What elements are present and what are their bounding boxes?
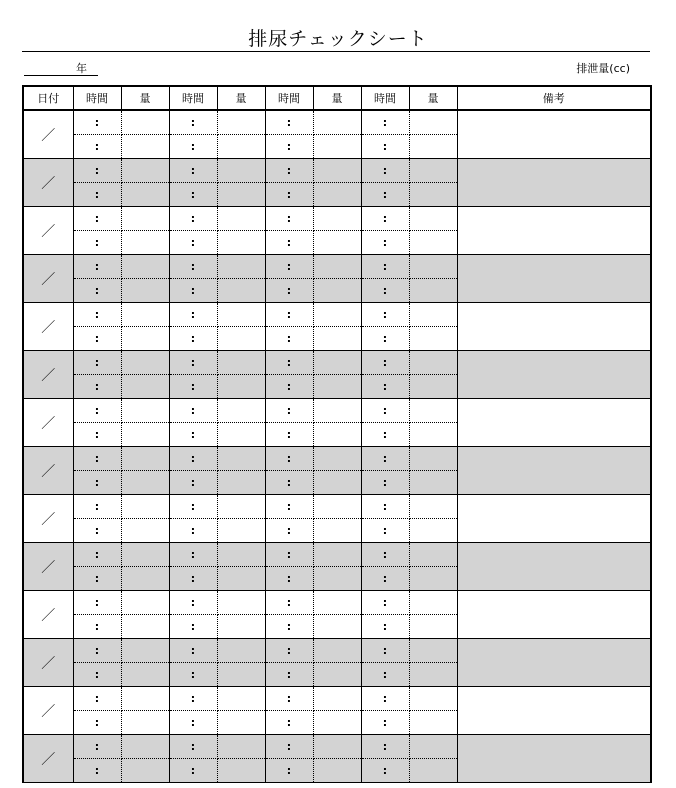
time-cell[interactable]: : — [73, 375, 121, 399]
time-cell[interactable]: : — [361, 735, 409, 759]
time-cell[interactable]: : — [73, 423, 121, 447]
time-cell[interactable]: : — [361, 447, 409, 471]
amount-cell[interactable] — [409, 567, 457, 591]
time-cell[interactable]: : — [265, 639, 313, 663]
amount-cell[interactable] — [121, 663, 169, 687]
time-cell[interactable]: : — [73, 567, 121, 591]
time-cell[interactable]: : — [265, 519, 313, 543]
time-cell[interactable]: : — [169, 711, 217, 735]
notes-cell[interactable] — [457, 207, 651, 255]
date-cell[interactable]: ／ — [23, 639, 73, 687]
time-cell[interactable]: : — [361, 327, 409, 351]
table-row — [23, 543, 651, 567]
date-cell[interactable]: ／ — [23, 735, 73, 783]
time-cell[interactable]: : — [265, 567, 313, 591]
time-cell[interactable]: : — [73, 543, 121, 567]
header-amount-3: 量 — [313, 86, 361, 110]
time-cell[interactable]: : — [73, 591, 121, 615]
time-cell[interactable]: : — [265, 255, 313, 279]
time-cell[interactable]: : — [169, 135, 217, 159]
time-cell[interactable]: : — [265, 543, 313, 567]
time-cell[interactable]: : — [73, 207, 121, 231]
amount-cell[interactable] — [217, 279, 265, 303]
time-cell[interactable]: : — [73, 327, 121, 351]
amount-cell[interactable] — [313, 231, 361, 255]
amount-cell[interactable] — [313, 639, 361, 663]
time-cell[interactable]: : — [169, 543, 217, 567]
amount-cell[interactable] — [217, 663, 265, 687]
time-cell[interactable]: : — [361, 399, 409, 423]
header-date: 日付 — [23, 86, 73, 110]
time-cell[interactable]: : — [265, 159, 313, 183]
amount-cell[interactable] — [409, 639, 457, 663]
time-cell[interactable]: : — [361, 615, 409, 639]
table-row — [23, 495, 651, 519]
table-row — [23, 207, 651, 231]
time-cell[interactable]: : — [73, 495, 121, 519]
time-cell[interactable]: : — [361, 519, 409, 543]
amount-cell[interactable] — [409, 687, 457, 711]
time-cell[interactable]: : — [169, 399, 217, 423]
time-cell[interactable]: : — [265, 447, 313, 471]
time-cell[interactable]: : — [169, 231, 217, 255]
time-cell[interactable]: : — [169, 495, 217, 519]
amount-cell[interactable] — [409, 663, 457, 687]
time-cell[interactable]: : — [361, 303, 409, 327]
amount-cell[interactable] — [313, 735, 361, 759]
amount-cell[interactable] — [217, 159, 265, 183]
time-cell[interactable]: : — [265, 663, 313, 687]
amount-cell[interactable] — [409, 399, 457, 423]
time-cell[interactable]: : — [169, 591, 217, 615]
time-cell[interactable]: : — [169, 663, 217, 687]
header-time-3: 時間 — [265, 86, 313, 110]
amount-cell[interactable] — [121, 495, 169, 519]
time-cell[interactable]: : — [169, 207, 217, 231]
amount-cell[interactable] — [409, 543, 457, 567]
time-cell[interactable]: : — [265, 110, 313, 135]
amount-cell[interactable] — [313, 495, 361, 519]
table-row — [23, 399, 651, 423]
time-cell[interactable]: : — [265, 615, 313, 639]
date-cell[interactable]: ／ — [23, 543, 73, 591]
amount-cell[interactable] — [313, 255, 361, 279]
date-cell[interactable]: ／ — [23, 255, 73, 303]
header-time-4: 時間 — [361, 86, 409, 110]
time-cell[interactable]: : — [361, 279, 409, 303]
time-cell[interactable]: : — [73, 351, 121, 375]
amount-cell[interactable] — [313, 327, 361, 351]
time-cell[interactable]: : — [265, 303, 313, 327]
amount-cell[interactable] — [313, 399, 361, 423]
amount-cell[interactable] — [409, 207, 457, 231]
amount-cell[interactable] — [409, 351, 457, 375]
amount-cell[interactable] — [217, 519, 265, 543]
time-cell[interactable]: : — [73, 255, 121, 279]
time-cell[interactable]: : — [169, 303, 217, 327]
title-underline — [22, 51, 650, 52]
year-field[interactable] — [24, 62, 98, 76]
time-cell[interactable]: : — [169, 351, 217, 375]
time-cell[interactable]: : — [265, 183, 313, 207]
amount-cell[interactable] — [121, 423, 169, 447]
amount-cell[interactable] — [121, 399, 169, 423]
amount-cell[interactable] — [409, 471, 457, 495]
amount-cell[interactable] — [409, 255, 457, 279]
amount-cell[interactable] — [409, 110, 457, 135]
amount-cell[interactable] — [313, 159, 361, 183]
amount-cell[interactable] — [313, 519, 361, 543]
time-cell[interactable]: : — [265, 423, 313, 447]
date-cell[interactable]: ／ — [23, 303, 73, 351]
amount-cell[interactable] — [313, 279, 361, 303]
notes-cell[interactable] — [457, 591, 651, 639]
date-cell[interactable]: ／ — [23, 399, 73, 447]
time-cell[interactable]: : — [361, 711, 409, 735]
header-time-2: 時間 — [169, 86, 217, 110]
time-cell[interactable]: : — [361, 159, 409, 183]
table-row — [23, 351, 651, 375]
notes-cell[interactable] — [457, 303, 651, 351]
notes-cell[interactable] — [457, 639, 651, 687]
amount-cell[interactable] — [121, 447, 169, 471]
time-cell[interactable]: : — [73, 110, 121, 135]
time-cell[interactable]: : — [169, 423, 217, 447]
time-cell[interactable]: : — [361, 687, 409, 711]
header-row — [23, 86, 651, 110]
time-cell[interactable]: : — [361, 663, 409, 687]
table-row — [23, 687, 651, 711]
date-cell[interactable]: ／ — [23, 159, 73, 207]
time-cell[interactable]: : — [265, 687, 313, 711]
amount-cell[interactable] — [409, 183, 457, 207]
time-cell[interactable]: : — [361, 423, 409, 447]
time-cell[interactable]: : — [361, 495, 409, 519]
time-cell[interactable]: : — [265, 231, 313, 255]
amount-cell[interactable] — [121, 231, 169, 255]
amount-cell[interactable] — [121, 303, 169, 327]
amount-cell[interactable] — [313, 471, 361, 495]
time-cell[interactable]: : — [73, 711, 121, 735]
amount-cell[interactable] — [217, 615, 265, 639]
amount-cell[interactable] — [121, 110, 169, 135]
time-cell[interactable]: : — [361, 591, 409, 615]
header-time-1: 時間 — [73, 86, 121, 110]
amount-cell[interactable] — [121, 327, 169, 351]
amount-cell[interactable] — [409, 759, 457, 783]
amount-cell[interactable] — [313, 615, 361, 639]
table-row — [23, 255, 651, 279]
time-cell[interactable]: : — [169, 447, 217, 471]
amount-cell[interactable] — [409, 303, 457, 327]
amount-cell[interactable] — [121, 183, 169, 207]
amount-cell[interactable] — [313, 663, 361, 687]
time-cell[interactable]: : — [73, 159, 121, 183]
amount-cell[interactable] — [217, 591, 265, 615]
date-cell[interactable]: ／ — [23, 447, 73, 495]
amount-cell[interactable] — [121, 351, 169, 375]
header-amount-4: 量 — [409, 86, 457, 110]
notes-cell[interactable] — [457, 255, 651, 303]
time-cell[interactable]: : — [265, 471, 313, 495]
unit-label: 排泄量(cc) — [576, 62, 630, 75]
notes-cell[interactable] — [457, 543, 651, 591]
time-cell[interactable]: : — [361, 207, 409, 231]
notes-cell[interactable] — [457, 687, 651, 735]
amount-cell[interactable] — [121, 471, 169, 495]
time-cell[interactable]: : — [265, 711, 313, 735]
amount-cell[interactable] — [121, 711, 169, 735]
amount-cell[interactable] — [409, 495, 457, 519]
amount-cell[interactable] — [121, 159, 169, 183]
amount-cell[interactable] — [121, 567, 169, 591]
amount-cell[interactable] — [121, 615, 169, 639]
time-cell[interactable]: : — [73, 663, 121, 687]
date-cell[interactable]: ／ — [23, 591, 73, 639]
notes-cell[interactable] — [457, 495, 651, 543]
amount-cell[interactable] — [217, 375, 265, 399]
amount-cell[interactable] — [313, 303, 361, 327]
date-cell[interactable]: ／ — [23, 687, 73, 735]
time-cell[interactable]: : — [361, 567, 409, 591]
time-cell[interactable]: : — [361, 759, 409, 783]
amount-cell[interactable] — [217, 639, 265, 663]
notes-cell[interactable] — [457, 399, 651, 447]
amount-cell[interactable] — [313, 687, 361, 711]
time-cell[interactable]: : — [265, 207, 313, 231]
time-cell[interactable]: : — [73, 735, 121, 759]
amount-cell[interactable] — [121, 279, 169, 303]
amount-cell[interactable] — [217, 423, 265, 447]
amount-cell[interactable] — [409, 711, 457, 735]
table-row — [23, 110, 651, 135]
time-cell[interactable]: : — [169, 471, 217, 495]
amount-cell[interactable] — [217, 735, 265, 759]
amount-cell[interactable] — [121, 543, 169, 567]
amount-cell[interactable] — [313, 110, 361, 135]
amount-cell[interactable] — [313, 591, 361, 615]
amount-cell[interactable] — [217, 447, 265, 471]
amount-cell[interactable] — [313, 759, 361, 783]
amount-cell[interactable] — [217, 351, 265, 375]
time-cell[interactable]: : — [169, 759, 217, 783]
time-cell[interactable]: : — [169, 183, 217, 207]
check-table — [22, 85, 652, 783]
header-amount-1: 量 — [121, 86, 169, 110]
amount-cell[interactable] — [121, 591, 169, 615]
amount-cell[interactable] — [217, 471, 265, 495]
amount-cell[interactable] — [409, 423, 457, 447]
time-cell[interactable]: : — [73, 447, 121, 471]
amount-cell[interactable] — [409, 375, 457, 399]
amount-cell[interactable] — [217, 231, 265, 255]
time-cell[interactable]: : — [265, 759, 313, 783]
time-cell[interactable]: : — [73, 471, 121, 495]
table-row — [23, 639, 651, 663]
amount-cell[interactable] — [217, 135, 265, 159]
amount-cell[interactable] — [217, 303, 265, 327]
time-cell[interactable]: : — [361, 135, 409, 159]
notes-cell[interactable] — [457, 447, 651, 495]
time-cell[interactable]: : — [169, 279, 217, 303]
time-cell[interactable]: : — [169, 687, 217, 711]
notes-cell[interactable] — [457, 735, 651, 783]
amount-cell[interactable] — [217, 110, 265, 135]
amount-cell[interactable] — [121, 759, 169, 783]
time-cell[interactable]: : — [265, 399, 313, 423]
notes-cell[interactable] — [457, 159, 651, 207]
amount-cell[interactable] — [313, 183, 361, 207]
time-cell[interactable]: : — [169, 159, 217, 183]
time-cell[interactable]: : — [265, 279, 313, 303]
amount-cell[interactable] — [121, 639, 169, 663]
amount-cell[interactable] — [409, 615, 457, 639]
amount-cell[interactable] — [217, 207, 265, 231]
amount-cell[interactable] — [217, 327, 265, 351]
amount-cell[interactable] — [217, 495, 265, 519]
amount-cell[interactable] — [313, 711, 361, 735]
time-cell[interactable]: : — [361, 639, 409, 663]
amount-cell[interactable] — [217, 687, 265, 711]
time-cell[interactable]: : — [169, 567, 217, 591]
time-cell[interactable]: : — [73, 279, 121, 303]
time-cell[interactable]: : — [361, 110, 409, 135]
amount-cell[interactable] — [121, 519, 169, 543]
table-row — [23, 303, 651, 327]
header-amount-2: 量 — [217, 86, 265, 110]
amount-cell[interactable] — [121, 375, 169, 399]
time-cell[interactable]: : — [73, 615, 121, 639]
amount-cell[interactable] — [409, 519, 457, 543]
date-cell[interactable]: ／ — [23, 207, 73, 255]
time-cell[interactable]: : — [73, 183, 121, 207]
amount-cell[interactable] — [313, 375, 361, 399]
amount-cell[interactable] — [409, 231, 457, 255]
time-cell[interactable]: : — [73, 687, 121, 711]
table-row — [23, 447, 651, 471]
year-label: 年 — [76, 62, 87, 75]
amount-cell[interactable] — [121, 135, 169, 159]
amount-cell[interactable] — [121, 687, 169, 711]
amount-cell[interactable] — [121, 735, 169, 759]
time-cell[interactable]: : — [73, 759, 121, 783]
amount-cell[interactable] — [313, 351, 361, 375]
amount-cell[interactable] — [217, 183, 265, 207]
amount-cell[interactable] — [409, 591, 457, 615]
time-cell[interactable]: : — [73, 303, 121, 327]
amount-cell[interactable] — [313, 135, 361, 159]
time-cell[interactable]: : — [169, 110, 217, 135]
page-title: 排尿チェックシート — [248, 28, 428, 50]
amount-cell[interactable] — [409, 447, 457, 471]
time-cell[interactable]: : — [169, 327, 217, 351]
table-row — [23, 735, 651, 759]
notes-cell[interactable] — [457, 351, 651, 399]
date-cell[interactable]: ／ — [23, 110, 73, 159]
time-cell[interactable]: : — [73, 135, 121, 159]
time-cell[interactable]: : — [265, 591, 313, 615]
header-notes: 備考 — [457, 86, 651, 110]
time-cell[interactable]: : — [361, 351, 409, 375]
amount-cell[interactable] — [217, 567, 265, 591]
time-cell[interactable]: : — [265, 375, 313, 399]
time-cell[interactable]: : — [265, 351, 313, 375]
time-cell[interactable]: : — [265, 327, 313, 351]
time-cell[interactable]: : — [169, 255, 217, 279]
time-cell[interactable]: : — [361, 471, 409, 495]
amount-cell[interactable] — [217, 543, 265, 567]
amount-cell[interactable] — [409, 159, 457, 183]
notes-cell[interactable] — [457, 110, 651, 159]
amount-cell[interactable] — [121, 207, 169, 231]
time-cell[interactable]: : — [73, 519, 121, 543]
time-cell[interactable]: : — [169, 639, 217, 663]
table-row — [23, 159, 651, 183]
time-cell[interactable]: : — [361, 255, 409, 279]
time-cell[interactable]: : — [73, 399, 121, 423]
amount-cell[interactable] — [217, 255, 265, 279]
amount-cell[interactable] — [313, 543, 361, 567]
time-cell[interactable]: : — [169, 375, 217, 399]
amount-cell[interactable] — [409, 135, 457, 159]
amount-cell[interactable] — [217, 759, 265, 783]
time-cell[interactable]: : — [361, 183, 409, 207]
date-cell[interactable]: ／ — [23, 495, 73, 543]
amount-cell[interactable] — [409, 735, 457, 759]
amount-cell[interactable] — [409, 279, 457, 303]
amount-cell[interactable] — [217, 711, 265, 735]
amount-cell[interactable] — [313, 423, 361, 447]
amount-cell[interactable] — [121, 255, 169, 279]
time-cell[interactable]: : — [361, 375, 409, 399]
time-cell[interactable]: : — [361, 231, 409, 255]
time-cell[interactable]: : — [169, 615, 217, 639]
table-row — [23, 591, 651, 615]
amount-cell[interactable] — [217, 399, 265, 423]
time-cell[interactable]: : — [169, 519, 217, 543]
time-cell[interactable]: : — [73, 231, 121, 255]
time-cell[interactable]: : — [169, 735, 217, 759]
amount-cell[interactable] — [409, 327, 457, 351]
time-cell[interactable]: : — [265, 495, 313, 519]
amount-cell[interactable] — [313, 567, 361, 591]
date-cell[interactable]: ／ — [23, 351, 73, 399]
time-cell[interactable]: : — [265, 135, 313, 159]
time-cell[interactable]: : — [361, 543, 409, 567]
amount-cell[interactable] — [313, 447, 361, 471]
time-cell[interactable]: : — [265, 735, 313, 759]
amount-cell[interactable] — [313, 207, 361, 231]
time-cell[interactable]: : — [73, 639, 121, 663]
